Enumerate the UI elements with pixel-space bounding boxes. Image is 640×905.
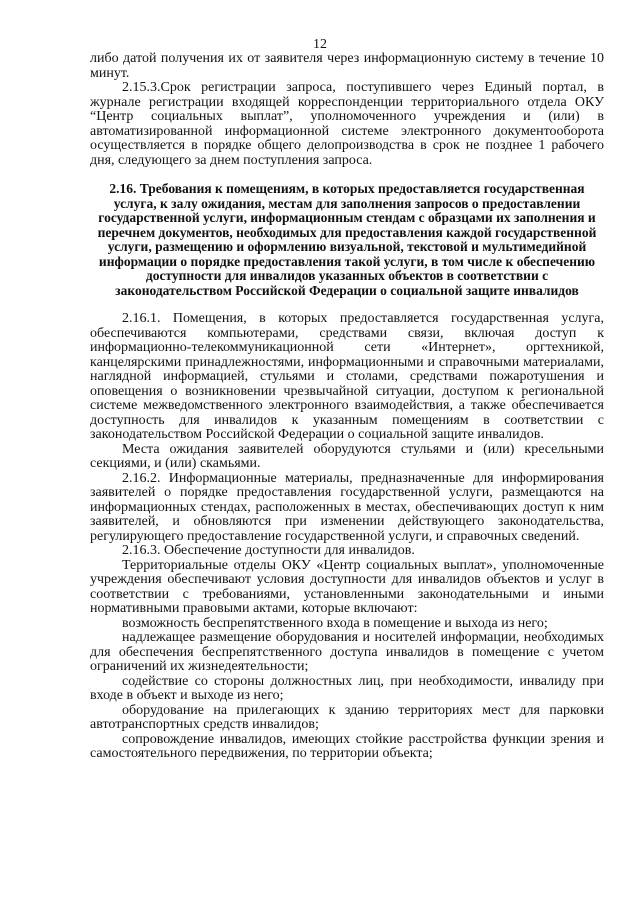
section-heading-2-16: 2.16. Требования к помещениям, в которых предоставляется государственная услуга, к залу ожидания, местам для заполнения запросов о предоставлении государственной услуги, информационным стендам с образцами их заполнения и перечнем документов, необходимых для предоставления каждой государственной услуги, размещению и оформлению визуальной, текстовой и мультимедийной информации о порядке предоставления такой услуги, в том числе к обеспечению доступности для инвалидов указанных объектов в соответствии с законодательством Российской Федерации о социальной защите инвалидов	[97, 181, 597, 298]
document-body	[90, 52, 604, 762]
page-number: 12	[313, 37, 327, 52]
list-item: сопровождение инвалидов, имеющих стойкие расстройства функции зрения и самостоятельного передвижения, по территории объекта;	[90, 731, 604, 761]
list-item: надлежащее размещение оборудования и носителей информации, необходимых для обеспечения беспрепятственного доступа инвалидов в помещение с учетом ограничений их жизнедеятельности;	[90, 630, 604, 674]
paragraph-2-16-1: 2.16.1. Помещения, в которых предоставляется государственная услуга, обеспечиваются компьютерами, средствами связи, включая доступ к информационно-телекоммуникационной сети «Интернет», оргтехникой, канцелярскими принадлежностями, информационными и справочными материалами, наглядной информацией, стульями и столами, средствами пожаротушения и оповещения о возникновении чрезвычайной ситуации, доступом к региональной системе межведомственного электронного взаимодействия, а также обеспечивается доступность для инвалидов к указанным помещениям в соответствии с законодательством Российской Федерации о социальной защите инвалидов.	[90, 311, 604, 442]
list-item: оборудование на прилегающих к зданию территориях мест для парковки автотранспортных средств инвалидов;	[90, 702, 604, 732]
list-item: возможность беспрепятственного входа в помещение и выхода из него;	[122, 615, 548, 631]
paragraph-2-16-3: 2.16.3. Обеспечение доступности для инвалидов.	[122, 543, 415, 558]
paragraph-2-15-3: 2.15.3.Срок регистрации запроса, поступившего через Единый портал, в журнале регистрации входящей корреспонденции территориального отдела ОКУ “Центр социальных выплат”, уполномоченного учреждения и (или) в автоматизированной информационной системе электронного документооборота осуществляется в порядке общего делопроизводства в срок не позднее 1 рабочего дня, следующего за днем поступления запроса.	[90, 80, 604, 168]
paragraph-waiting-areas: Места ожидания заявителей оборудуются стульями и (или) кресельными секциями, и (или) скамьями.	[90, 441, 604, 471]
paragraph-territorial-offices: Территориальные отделы ОКУ «Центр социальных выплат», уполномоченные учреждения обеспечивают условия доступности для инвалидов объектов и услуг в соответствии с требованиями, установленными законодательными и иными нормативными правовыми актами, которые включают:	[90, 557, 604, 616]
list-item: содействие со стороны должностных лиц, при необходимости, инвалиду при входе в объект и выходе из него;	[90, 673, 604, 703]
paragraph-2-16-2: 2.16.2. Информационные материалы, предназначенные для информирования заявителей о порядке предоставления государственной услуги, размещаются на информационных стендах, расположенных в местах, обеспечивающих доступ к ним заявителей, и обновляются при изменении действующего законодательства, регулирующего предоставление государственной услуги, и справочных сведений.	[90, 470, 604, 544]
paragraph-continuation: либо датой получения их от заявителя через информационную систему в течение 10 минут.	[90, 51, 604, 81]
